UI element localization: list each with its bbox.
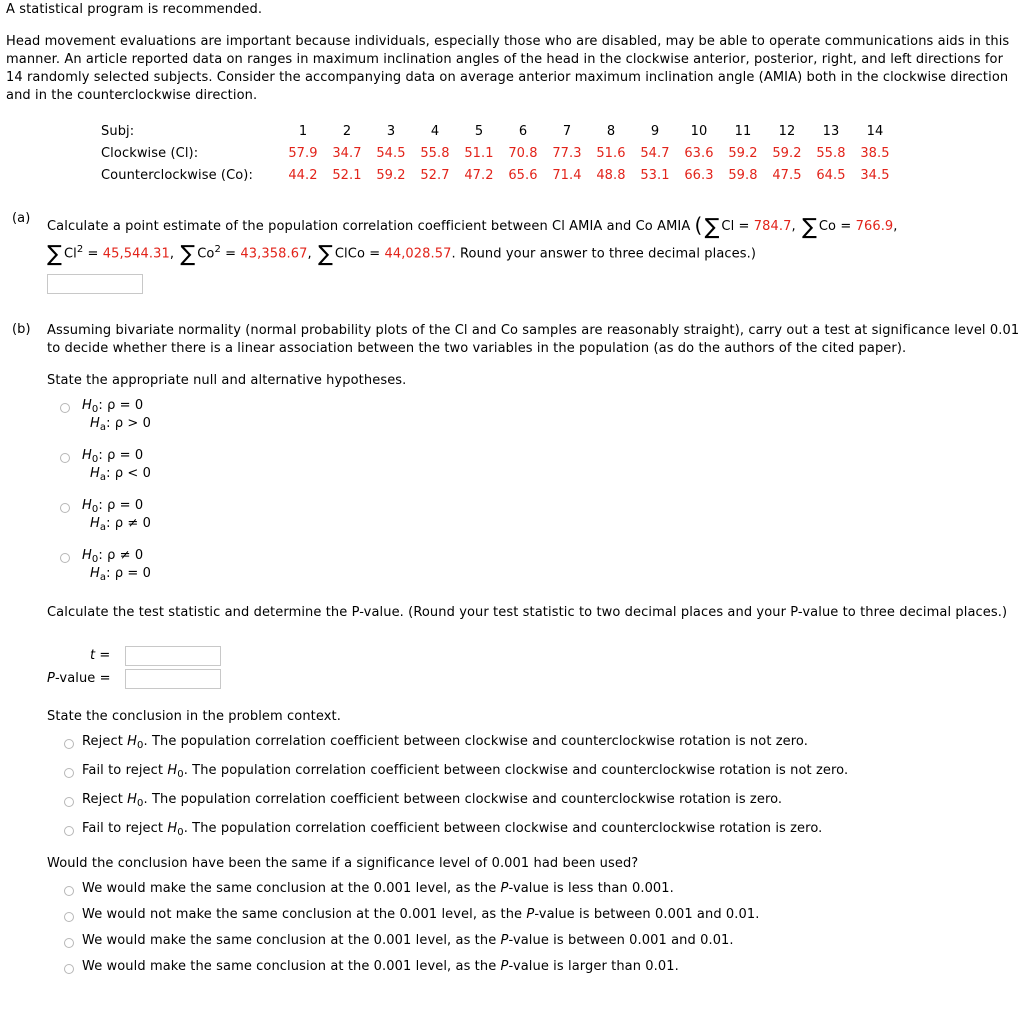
counterclockwise-value: 53.1 xyxy=(640,167,670,183)
same-option-text: -value is less than 0.001. xyxy=(508,881,674,896)
clockwise-value: 57.9 xyxy=(288,145,318,161)
clockwise-row xyxy=(94,142,897,164)
subject-number: 4 xyxy=(430,123,440,139)
intro-text: A statistical program is recommended. xyxy=(6,2,263,17)
radio-button[interactable] xyxy=(64,912,74,922)
ha-text: ρ < 0 xyxy=(114,466,152,481)
clockwise-value: 51.1 xyxy=(464,145,494,161)
radio-button[interactable] xyxy=(64,739,74,749)
ha-text: ρ > 0 xyxy=(114,416,152,431)
correlation-answer-box[interactable] xyxy=(47,274,143,294)
conclusion-action: Reject xyxy=(82,734,123,749)
radio-button[interactable] xyxy=(64,826,74,836)
h0-text: ρ = 0 xyxy=(107,498,144,513)
subject-number: 14 xyxy=(866,123,884,139)
same-option-text: -value is larger than 0.01. xyxy=(508,959,679,974)
radio-button[interactable] xyxy=(60,553,70,563)
sigma-icon: ∑ xyxy=(47,242,62,268)
row-label: Counterclockwise (Co): xyxy=(101,167,253,183)
sigma-icon: ∑ xyxy=(180,242,196,268)
radio-button[interactable] xyxy=(64,886,74,896)
clockwise-value: 63.6 xyxy=(684,145,714,161)
round-note: Round your answer to three decimal places.) xyxy=(459,246,757,262)
same-option-text: We would make the same conclusion at the 0.001 level, as the xyxy=(82,881,501,896)
h0-text: ρ = 0 xyxy=(107,448,144,463)
subject-number: 7 xyxy=(562,123,572,139)
counterclockwise-value: 64.5 xyxy=(816,167,846,183)
subject-number: 12 xyxy=(778,123,796,139)
subject-number: 1 xyxy=(298,123,308,139)
same-option-text: -value is between 0.001 and 0.01. xyxy=(534,907,760,922)
counterclockwise-value: 47.2 xyxy=(464,167,494,183)
part-b-text: Assuming bivariate normality (normal probability plots of the Cl and Co samples are reasonably straight), carry out a test at significance level 0.01 to decide whether there is a linear association between the two variables in the population (as do the authors of the cited paper). xyxy=(47,323,1020,356)
clockwise-value: 59.2 xyxy=(772,145,802,161)
same-option-text: -value is between 0.001 and 0.01. xyxy=(508,933,734,948)
radio-button[interactable] xyxy=(64,768,74,778)
p-value-label: P-value = xyxy=(47,671,111,686)
p-value-input[interactable] xyxy=(125,669,221,689)
ha-text: ρ = 0 xyxy=(114,566,152,581)
radio-button[interactable] xyxy=(64,964,74,974)
subject-number: 8 xyxy=(606,123,616,139)
same-option-text: We would not make the same conclusion at the 0.001 level, as the xyxy=(82,907,527,922)
conclusion-action: Reject xyxy=(82,792,123,807)
counterclockwise-value: 66.3 xyxy=(684,167,714,183)
sigma-icon: ∑ xyxy=(317,242,333,268)
sum-clco-value: 44,028.57 xyxy=(384,246,452,262)
subject-number: 2 xyxy=(342,123,352,139)
subject-number: 5 xyxy=(474,123,484,139)
subject-number: 6 xyxy=(518,123,528,139)
counterclockwise-value: 59.2 xyxy=(376,167,406,183)
sigma-icon: ∑ xyxy=(801,215,817,240)
problem-paragraph: Head movement evaluations are important because individuals, especially those who are disabled, may be able to operate communications aids in this manner. An article reported data on ranges in maximum inclination angles of the head in the clockwise anterior, posterior, right, and left directions for 14 randomly selected subjects. Consider the accompanying data on average anterior maximum inclination angle (AMIA) both in the clockwise direction and in the counterclockwise direction. xyxy=(6,34,1010,103)
data-table xyxy=(94,120,897,186)
counterclockwise-row xyxy=(94,164,897,186)
clockwise-value: 55.8 xyxy=(816,145,846,161)
subject-number: 3 xyxy=(386,123,396,139)
sum-cl2-value: 45,544.31 xyxy=(102,246,170,262)
h0-text: ρ ≠ 0 xyxy=(107,548,144,563)
h0-text: ρ = 0 xyxy=(107,398,144,413)
conclusion-text: . The population correlation coefficient between clockwise and counterclockwise rotation is not zero. xyxy=(183,763,849,778)
clockwise-value: 54.5 xyxy=(376,145,406,161)
counterclockwise-value: 34.5 xyxy=(860,167,890,183)
sum-cl-value: 784.7 xyxy=(753,219,792,234)
same-conclusion-prompt: Would the conclusion have been the same if a significance level of 0.001 had been used? xyxy=(47,856,639,871)
radio-button[interactable] xyxy=(64,938,74,948)
conclusion-action: Fail to reject xyxy=(82,763,164,778)
sum-co2-value: 43,358.67 xyxy=(240,246,308,262)
radio-button[interactable] xyxy=(60,403,70,413)
counterclockwise-value: 52.7 xyxy=(420,167,450,183)
clockwise-value: 59.2 xyxy=(728,145,758,161)
clockwise-value: 55.8 xyxy=(420,145,450,161)
part-a-label: (a) xyxy=(12,211,31,226)
t-input[interactable] xyxy=(125,646,221,666)
counterclockwise-value: 65.6 xyxy=(508,167,538,183)
open-paren-icon: ( xyxy=(694,213,703,237)
t-label: t = xyxy=(90,648,111,663)
clockwise-value: 70.8 xyxy=(508,145,538,161)
clockwise-value: 51.6 xyxy=(596,145,626,161)
hypotheses-prompt: State the appropriate null and alternative hypotheses. xyxy=(47,373,407,388)
row-label: Subj: xyxy=(101,123,135,139)
sigma-icon: ∑ xyxy=(704,215,720,240)
calc-prompt: Calculate the test statistic and determine the P-value. (Round your test statistic to two decimal places and your P-value to three decimal places.) xyxy=(47,605,1008,620)
counterclockwise-value: 71.4 xyxy=(552,167,582,183)
counterclockwise-value: 59.8 xyxy=(728,167,758,183)
counterclockwise-value: 52.1 xyxy=(332,167,362,183)
subject-number: 9 xyxy=(650,123,660,139)
conclusion-text: . The population correlation coefficient between clockwise and counterclockwise rotation is zero. xyxy=(143,792,783,807)
conclusion-action: Fail to reject xyxy=(82,821,164,836)
part-a-question-line1: Calculate a point estimate of the population correlation coefficient between Cl AMIA and Co AMIA (∑ Cl = 784.7, ∑ Co = 766.9, xyxy=(47,213,898,240)
subject-row xyxy=(94,120,897,142)
subject-number: 11 xyxy=(734,123,752,139)
conclusion-text: . The population correlation coefficient between clockwise and counterclockwise rotation is not zero. xyxy=(143,734,808,749)
part-b-label: (b) xyxy=(12,322,31,337)
clockwise-value: 38.5 xyxy=(860,145,890,161)
clockwise-value: 34.7 xyxy=(332,145,362,161)
counterclockwise-value: 47.5 xyxy=(772,167,802,183)
part-a-text: Calculate a point estimate of the population correlation coefficient between Cl AMIA and Co AMIA xyxy=(47,219,691,234)
radio-button[interactable] xyxy=(64,797,74,807)
counterclockwise-value: 44.2 xyxy=(288,167,318,183)
conclusion-prompt: State the conclusion in the problem context. xyxy=(47,709,341,724)
counterclockwise-value: 48.8 xyxy=(596,167,626,183)
ha-text: ρ ≠ 0 xyxy=(114,516,152,531)
subject-number: 13 xyxy=(822,123,840,139)
subject-number: 10 xyxy=(690,123,708,139)
radio-button[interactable] xyxy=(60,453,70,463)
same-option-text: We would make the same conclusion at the 0.001 level, as the xyxy=(82,959,501,974)
same-option-text: We would make the same conclusion at the 0.001 level, as the xyxy=(82,933,501,948)
conclusion-text: . The population correlation coefficient between clockwise and counterclockwise rotation is zero. xyxy=(183,821,823,836)
clockwise-value: 77.3 xyxy=(552,145,582,161)
clockwise-value: 54.7 xyxy=(640,145,670,161)
part-a-question-line2: ∑ $Cl^2 = 45,544.31$, ∑ $Co^2 = 43,358.67$, ∑ ClCo = 44,028.57. Round your answer to three decimal places.) xyxy=(47,242,757,268)
sum-co-value: 766.9 xyxy=(855,219,894,234)
row-label: Clockwise (Cl): xyxy=(101,145,199,161)
radio-button[interactable] xyxy=(60,503,70,513)
